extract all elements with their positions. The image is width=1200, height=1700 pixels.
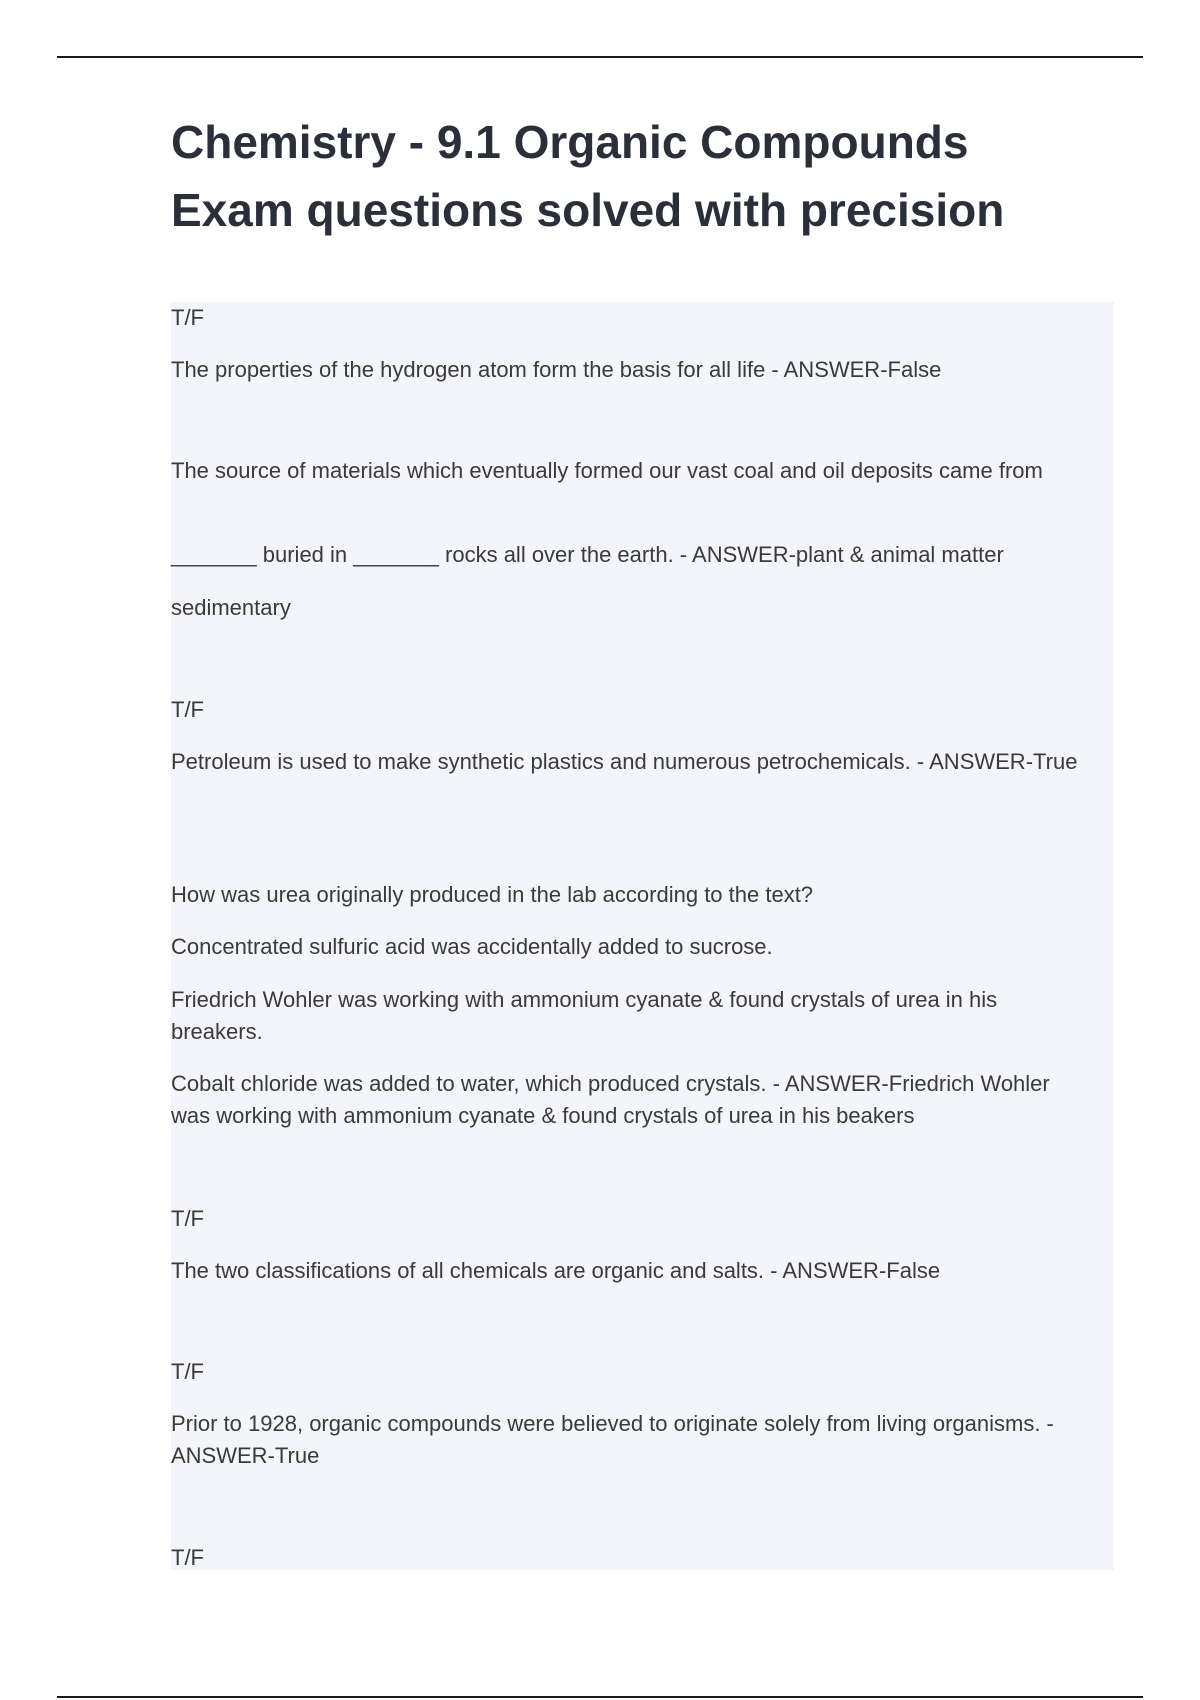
question-2-text: The source of materials which eventually formed our vast coal and oil deposits came from (171, 458, 1043, 483)
question-4-text: How was urea originally produced in the lab according to the text? (171, 882, 814, 907)
question-6-label: T/F (171, 1359, 204, 1384)
question-1-label: T/F (171, 305, 204, 330)
question-3-text: Petroleum is used to make synthetic plastics and numerous petrochemicals. - ANSWER-True (171, 749, 1078, 774)
header-rule (57, 56, 1143, 58)
question-5-text: The two classifications of all chemicals are organic and salts. - ANSWER-False (171, 1258, 941, 1283)
title-line-2: Exam questions solved with precision (171, 184, 1005, 236)
footer-rule (57, 1696, 1143, 1698)
question-6-text: Prior to 1928, organic compounds were believed to originate solely from living organisms. - ANSWER-True (171, 1411, 1054, 1468)
question-7-label: T/F (171, 1545, 204, 1570)
question-4-option-2: Friedrich Wohler was working with ammonium cyanate & found crystals of urea in his breakers. (171, 987, 998, 1044)
question-4-option-1: Concentrated sulfuric acid was accidentally added to sucrose. (171, 934, 773, 959)
question-1-text: The properties of the hydrogen atom form the basis for all life - ANSWER-False (171, 357, 942, 382)
question-2-line-2: _______ buried in _______ rocks all over the earth. - ANSWER-plant & animal matter (171, 542, 1004, 567)
page-title (171, 108, 1131, 244)
question-4-option-3: Cobalt chloride was added to water, which produced crystals. - ANSWER-Friedrich Wohler was working with ammonium cyanate & found crystals of urea in his beakers (171, 1071, 1050, 1128)
question-2-line-3: sedimentary (171, 595, 291, 620)
question-3-label: T/F (171, 697, 204, 722)
question-5-label: T/F (171, 1206, 204, 1231)
title-line-1: Chemistry - 9.1 Organic Compounds (171, 116, 969, 168)
